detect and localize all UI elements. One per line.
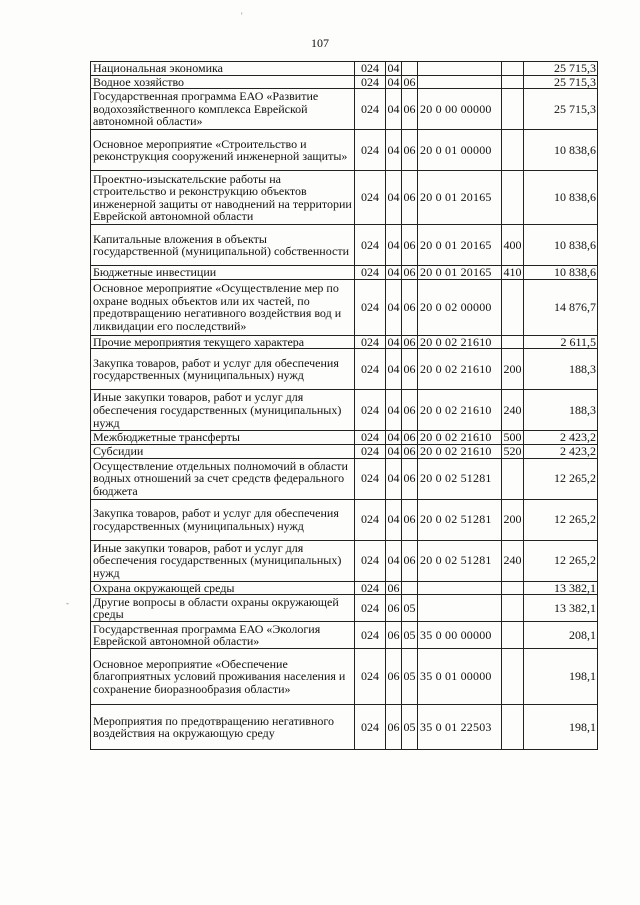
table-row (91, 540, 598, 581)
section-code: 04 (386, 171, 402, 225)
admin-code: 024 (355, 266, 386, 280)
target-article-code: 20 0 01 20165 (418, 225, 502, 266)
amount: 14 876,7 (524, 279, 598, 335)
expense-type-code (502, 649, 524, 705)
amount: 198,1 (524, 705, 598, 750)
table-row (91, 266, 598, 280)
target-article-code: 20 0 02 51281 (418, 458, 502, 499)
target-article-code: 20 0 02 21610 (418, 431, 502, 445)
expense-type-code (502, 595, 524, 622)
row-name: Основное мероприятие «Осуществление мер по охране водных объектов или их частей, по предотвращению негативного воздействия вод и ликвидации его последствий» (91, 279, 355, 335)
expense-type-code (502, 279, 524, 335)
admin-code: 024 (355, 581, 386, 595)
expense-type-code (502, 622, 524, 649)
subsection-code: 06 (402, 130, 418, 171)
amount: 12 265,2 (524, 499, 598, 540)
amount: 10 838,6 (524, 130, 598, 171)
table-row (91, 349, 598, 390)
section-code: 04 (387, 265, 400, 280)
row-name: Прочие мероприятия текущего характера (91, 335, 355, 349)
row-name: Закупка товаров, работ и услуг для обеспечения государственных (муниципальных) нужд (91, 499, 355, 540)
row-name: Национальная экономика (91, 62, 355, 76)
section-code: 04 (386, 225, 402, 266)
subsection-code: 06 (402, 458, 418, 499)
subsection-code: 06 (402, 349, 418, 390)
target-article-code: 20 0 02 21610 (418, 349, 502, 390)
subsection-code: 05 (402, 705, 418, 750)
table-row (91, 89, 598, 130)
target-article-code: 20 0 01 20165 (418, 266, 502, 280)
target-article-code (418, 75, 502, 89)
admin-code: 024 (355, 444, 386, 458)
target-article-code: 20 0 02 00000 (418, 279, 502, 335)
admin-code: 024 (355, 390, 386, 431)
table-row (91, 622, 598, 649)
table-row (91, 431, 598, 445)
expense-type-code: 240 (502, 390, 524, 431)
row-name: Проектно-изыскательские работы на строительство и реконструкцию объектов инженерной защиты от наводнений на территории Еврейской автономной области (91, 171, 355, 225)
amount: 12 265,2 (524, 540, 598, 581)
section-code: 06 (386, 705, 402, 750)
target-article-code (418, 62, 502, 76)
expense-type-code: 240 (502, 540, 524, 581)
subsection-code: 05 (402, 595, 418, 622)
section-code: 06 (386, 595, 402, 622)
table-row (91, 705, 598, 750)
amount: 13 382,1 (524, 595, 598, 622)
admin-code: 024 (355, 622, 386, 649)
subsection-code: 06 (402, 89, 418, 130)
section-code: 04 (386, 279, 402, 335)
expense-type-code (502, 130, 524, 171)
subsection-code: 06 (403, 430, 416, 445)
table-row (91, 595, 598, 622)
row-name: Водное хозяйство (91, 75, 355, 89)
table-row (91, 62, 598, 76)
target-article-code: 20 0 02 21610 (418, 390, 502, 431)
row-name: Субсидии (91, 444, 355, 458)
amount: 25 715,3 (524, 89, 598, 130)
amount: 25 715,3 (524, 62, 598, 76)
admin-code: 024 (355, 89, 386, 130)
amount: 25 715,3 (524, 75, 598, 89)
section-code: 04 (387, 75, 400, 89)
admin-code: 024 (355, 171, 386, 225)
target-article-code: 20 0 01 00000 (418, 130, 502, 171)
target-article-code: 20 0 00 00000 (418, 89, 502, 130)
row-name: Закупка товаров, работ и услуг для обеспечения государственных (муниципальных) нужд (91, 349, 355, 390)
admin-code: 024 (355, 649, 386, 705)
subsection-code: 06 (403, 265, 416, 280)
section-code: 04 (386, 349, 402, 390)
amount: 10 838,6 (524, 171, 598, 225)
amount: 10 838,6 (524, 225, 598, 266)
row-name: Иные закупки товаров, работ и услуг для обеспечения государственных (муниципальных) нужд (91, 540, 355, 581)
admin-code: 024 (355, 349, 386, 390)
admin-code: 024 (355, 75, 386, 89)
section-code: 04 (386, 130, 402, 171)
table-row (91, 499, 598, 540)
expense-type-code (502, 62, 524, 76)
expense-type-code: 200 (502, 499, 524, 540)
table-row (91, 390, 598, 431)
target-article-code: 20 0 02 21610 (418, 335, 502, 349)
amount: 10 838,6 (524, 266, 598, 280)
subsection-code: 06 (402, 225, 418, 266)
amount: 188,3 (524, 349, 598, 390)
row-name: Бюджетные инвестиции (91, 266, 355, 280)
admin-code: 024 (355, 335, 386, 349)
admin-code: 024 (355, 279, 386, 335)
expense-type-code: 410 (503, 265, 522, 280)
admin-code: 024 (355, 595, 386, 622)
amount: 208,1 (524, 622, 598, 649)
budget-table-wrapper (90, 61, 598, 750)
subsection-code: 06 (403, 444, 416, 458)
admin-code: 024 (355, 130, 386, 171)
admin-code: 024 (355, 431, 386, 445)
admin-code: 024 (355, 225, 386, 266)
row-name: Охрана окружающей среды (91, 581, 355, 595)
amount: 2 611,5 (524, 335, 598, 349)
table-row (91, 171, 598, 225)
target-article-code: 20 0 01 20165 (418, 171, 502, 225)
amount: 13 382,1 (524, 581, 598, 595)
row-name: Государственная программа ЕАО «Развитие водохозяйственного комплекса Еврейской автономной области» (91, 89, 355, 130)
expense-type-code: 200 (502, 349, 524, 390)
scan-speck-top: ' (241, 11, 243, 21)
expense-type-code (502, 75, 524, 89)
table-row (91, 581, 598, 595)
admin-code: 024 (355, 499, 386, 540)
expense-type-code (502, 705, 524, 750)
table-row (91, 335, 598, 349)
row-name: Межбюджетные трансферты (91, 431, 355, 445)
target-article-code: 35 0 00 00000 (418, 622, 502, 649)
admin-code: 024 (355, 540, 386, 581)
expense-type-code: 500 (503, 430, 522, 445)
target-article-code (418, 595, 502, 622)
subsection-code: 06 (403, 335, 416, 349)
row-name: Другие вопросы в области охраны окружающей среды (91, 595, 355, 622)
subsection-code: 06 (403, 75, 416, 89)
expense-type-code (502, 581, 524, 595)
amount: 2 423,2 (524, 431, 598, 445)
admin-code: 024 (355, 705, 386, 750)
expense-type-code: 400 (502, 225, 524, 266)
admin-code: 024 (355, 458, 386, 499)
expense-type-code (502, 171, 524, 225)
row-name: Основное мероприятие «Обеспечение благоприятных условий проживания населения и сохранение биоразнообразия области» (91, 649, 355, 705)
section-code: 04 (386, 89, 402, 130)
table-row (91, 75, 598, 89)
expense-type-code (502, 335, 524, 349)
section-code: 06 (387, 581, 400, 595)
target-article-code: 35 0 01 00000 (418, 649, 502, 705)
subsection-code (402, 62, 418, 76)
section-code: 04 (386, 458, 402, 499)
subsection-code: 05 (402, 649, 418, 705)
expense-type-code (502, 89, 524, 130)
target-article-code: 20 0 02 21610 (418, 444, 502, 458)
subsection-code (402, 581, 418, 595)
subsection-code: 06 (402, 279, 418, 335)
table-row (91, 649, 598, 705)
row-name: Осуществление отдельных полномочий в области водных отношений за счет средств федерального бюджета (91, 458, 355, 499)
row-name: Мероприятия по предотвращению негативного воздействия на окружающую среду (91, 705, 355, 750)
target-article-code: 20 0 02 51281 (418, 499, 502, 540)
section-code: 04 (387, 444, 400, 458)
row-name: Основное мероприятие «Строительство и реконструкция сооружений инженерной защиты» (91, 130, 355, 171)
section-code: 04 (387, 430, 400, 445)
target-article-code: 20 0 02 51281 (418, 540, 502, 581)
table-row (91, 130, 598, 171)
subsection-code: 06 (402, 499, 418, 540)
subsection-code: 06 (402, 540, 418, 581)
scan-speck-left: - (66, 598, 69, 608)
table-row (91, 225, 598, 266)
section-code: 04 (386, 390, 402, 431)
table-row (91, 279, 598, 335)
section-code: 06 (386, 622, 402, 649)
amount: 198,1 (524, 649, 598, 705)
target-article-code (418, 581, 502, 595)
budget-table (90, 61, 598, 750)
row-name: Государственная программа ЕАО «Экология Еврейской автономной области» (91, 622, 355, 649)
subsection-code: 06 (402, 171, 418, 225)
table-row (91, 458, 598, 499)
section-code: 04 (386, 540, 402, 581)
target-article-code: 35 0 01 22503 (418, 705, 502, 750)
page-number: 107 (311, 36, 329, 50)
admin-code: 024 (355, 62, 386, 76)
amount: 2 423,2 (524, 444, 598, 458)
row-name: Капитальные вложения в объекты государственной (муниципальной) собственности (91, 225, 355, 266)
expense-type-code: 520 (503, 444, 522, 458)
section-code: 04 (387, 61, 400, 75)
amount: 12 265,2 (524, 458, 598, 499)
section-code: 04 (387, 335, 400, 349)
expense-type-code (502, 458, 524, 499)
table-row (91, 444, 598, 458)
amount: 188,3 (524, 390, 598, 431)
subsection-code: 06 (402, 390, 418, 431)
subsection-code: 05 (402, 622, 418, 649)
section-code: 06 (386, 649, 402, 705)
section-code: 04 (386, 499, 402, 540)
row-name: Иные закупки товаров, работ и услуг для обеспечения государственных (муниципальных) нужд (91, 390, 355, 431)
